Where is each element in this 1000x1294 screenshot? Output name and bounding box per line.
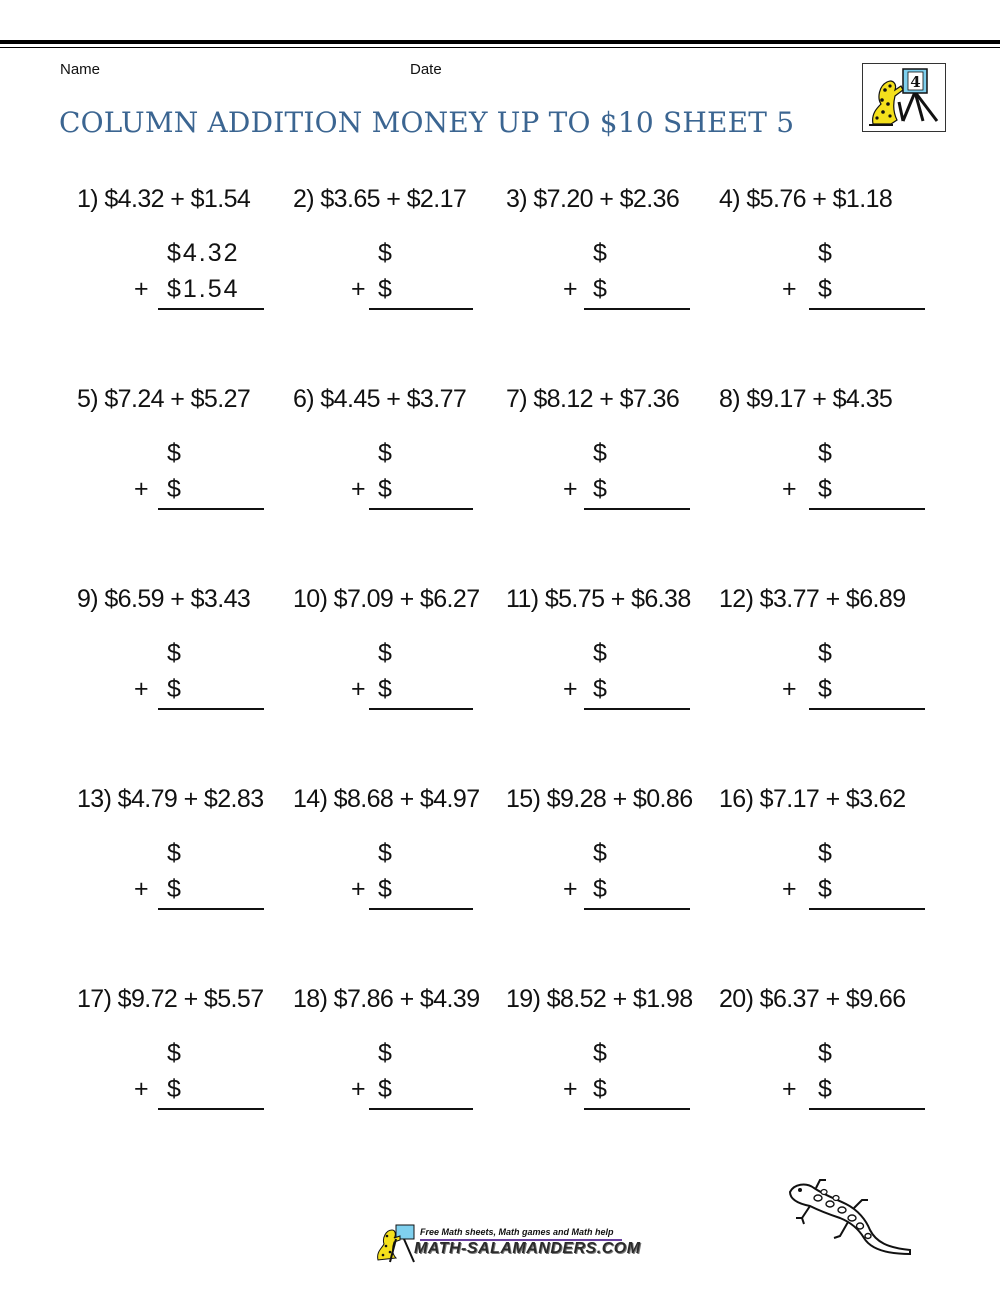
top-addend: $ (378, 439, 392, 467)
bottom-addend: $ (593, 875, 607, 903)
plus-sign: + (134, 675, 149, 703)
problem-question: 19) $8.52 + $1.98 (506, 985, 693, 1013)
problem-question: 1) $4.32 + $1.54 (77, 185, 251, 213)
bottom-addend: $ (167, 875, 181, 903)
answer-line (584, 308, 690, 310)
problem-20 (719, 985, 934, 1125)
top-addend: $ (378, 639, 392, 667)
bottom-addend: $ (818, 475, 832, 503)
problem-11 (506, 585, 721, 725)
plus-sign: + (563, 1075, 578, 1103)
problem-question: 11) $5.75 + $6.38 (506, 585, 691, 613)
plus-sign: + (134, 1075, 149, 1103)
problem-10 (293, 585, 508, 725)
answer-line (369, 1108, 473, 1110)
salamander-icon (784, 1178, 916, 1260)
top-addend: $ (593, 439, 607, 467)
problem-question: 2) $3.65 + $2.17 (293, 185, 467, 213)
top-addend: $ (818, 839, 832, 867)
problem-question: 18) $7.86 + $4.39 (293, 985, 480, 1013)
page-title: COLUMN ADDITION MONEY UP TO $10 SHEET 5 (59, 106, 795, 139)
bottom-addend: $ (818, 1075, 832, 1103)
answer-line (369, 708, 473, 710)
answer-line (584, 908, 690, 910)
answer-line (158, 708, 264, 710)
plus-sign: + (134, 875, 149, 903)
header-rule-thick (0, 40, 1000, 44)
footer-tagline: Free Math sheets, Math games and Math help (420, 1227, 614, 1237)
top-addend: $ (593, 639, 607, 667)
problem-question: 13) $4.79 + $2.83 (77, 785, 264, 813)
answer-line (158, 908, 264, 910)
problem-17 (77, 985, 292, 1125)
problem-question: 15) $9.28 + $0.86 (506, 785, 693, 813)
problem-16 (719, 785, 934, 925)
problem-question: 20) $6.37 + $9.66 (719, 985, 906, 1013)
top-addend: $ (593, 1039, 607, 1067)
top-addend: $4.32 (167, 239, 240, 267)
bottom-addend: $ (378, 1075, 392, 1103)
plus-sign: + (782, 275, 797, 303)
plus-sign: + (351, 275, 366, 303)
bottom-addend: $ (378, 675, 392, 703)
top-addend: $ (378, 1039, 392, 1067)
problem-14 (293, 785, 508, 925)
problem-12 (719, 585, 934, 725)
answer-line (809, 708, 925, 710)
answer-line (369, 908, 473, 910)
plus-sign: + (351, 1075, 366, 1103)
plus-sign: + (563, 675, 578, 703)
top-addend: $ (593, 839, 607, 867)
bottom-addend: $ (818, 275, 832, 303)
plus-sign: + (782, 475, 797, 503)
bottom-addend: $ (378, 475, 392, 503)
bottom-addend: $ (593, 275, 607, 303)
bottom-addend: $ (593, 675, 607, 703)
grade-logo (862, 63, 946, 132)
answer-line (809, 1108, 925, 1110)
plus-sign: + (351, 675, 366, 703)
date-label: Date (410, 61, 442, 78)
bottom-addend: $1.54 (167, 275, 240, 303)
top-addend: $ (167, 639, 181, 667)
problem-question: 5) $7.24 + $5.27 (77, 385, 251, 413)
plus-sign: + (782, 675, 797, 703)
answer-line (158, 508, 264, 510)
answer-line (584, 508, 690, 510)
problem-6 (293, 385, 508, 525)
problem-4 (719, 185, 934, 325)
top-addend: $ (593, 239, 607, 267)
problem-question: 9) $6.59 + $3.43 (77, 585, 251, 613)
answer-line (158, 1108, 264, 1110)
problem-question: 7) $8.12 + $7.36 (506, 385, 680, 413)
bottom-addend: $ (167, 1075, 181, 1103)
svg-text:4: 4 (910, 73, 921, 91)
footer-site-name: MATH-SALAMANDERS.COM (414, 1240, 641, 1257)
answer-line (809, 308, 925, 310)
problem-question: 3) $7.20 + $2.36 (506, 185, 680, 213)
answer-line (369, 308, 473, 310)
problem-question: 10) $7.09 + $6.27 (293, 585, 480, 613)
plus-sign: + (782, 875, 797, 903)
problem-question: 12) $3.77 + $6.89 (719, 585, 906, 613)
problem-5 (77, 385, 292, 525)
problem-question: 17) $9.72 + $5.57 (77, 985, 264, 1013)
name-label: Name (60, 61, 101, 78)
problem-question: 14) $8.68 + $4.97 (293, 785, 480, 813)
plus-sign: + (563, 475, 578, 503)
header-rule-thin (0, 47, 1000, 48)
plus-sign: + (134, 275, 149, 303)
bottom-addend: $ (378, 275, 392, 303)
answer-line (158, 308, 264, 310)
top-addend: $ (378, 239, 392, 267)
bottom-addend: $ (818, 675, 832, 703)
problem-3 (506, 185, 721, 325)
plus-sign: + (134, 475, 149, 503)
problem-question: 8) $9.17 + $4.35 (719, 385, 893, 413)
top-addend: $ (167, 1039, 181, 1067)
problem-9 (77, 585, 292, 725)
bottom-addend: $ (593, 475, 607, 503)
problem-question: 16) $7.17 + $3.62 (719, 785, 906, 813)
answer-line (369, 508, 473, 510)
salamander-grade-icon (863, 64, 945, 131)
bottom-addend: $ (818, 875, 832, 903)
footer-salamander-icon (374, 1222, 418, 1264)
bottom-addend: $ (167, 475, 181, 503)
plus-sign: + (351, 475, 366, 503)
plus-sign: + (351, 875, 366, 903)
answer-line (584, 1108, 690, 1110)
problem-15 (506, 785, 721, 925)
problem-2 (293, 185, 508, 325)
problem-1 (77, 185, 292, 325)
problem-question: 4) $5.76 + $1.18 (719, 185, 893, 213)
top-addend: $ (378, 839, 392, 867)
plus-sign: + (563, 275, 578, 303)
top-addend: $ (167, 839, 181, 867)
problem-18 (293, 985, 508, 1125)
problem-7 (506, 385, 721, 525)
plus-sign: + (782, 1075, 797, 1103)
problem-19 (506, 985, 721, 1125)
answer-line (809, 908, 925, 910)
answer-line (584, 708, 690, 710)
plus-sign: + (563, 875, 578, 903)
bottom-addend: $ (593, 1075, 607, 1103)
top-addend: $ (167, 439, 181, 467)
top-addend: $ (818, 639, 832, 667)
problem-question: 6) $4.45 + $3.77 (293, 385, 467, 413)
top-addend: $ (818, 1039, 832, 1067)
bottom-addend: $ (167, 675, 181, 703)
top-addend: $ (818, 439, 832, 467)
problem-8 (719, 385, 934, 525)
top-addend: $ (818, 239, 832, 267)
bottom-addend: $ (378, 875, 392, 903)
answer-line (809, 508, 925, 510)
problem-13 (77, 785, 292, 925)
